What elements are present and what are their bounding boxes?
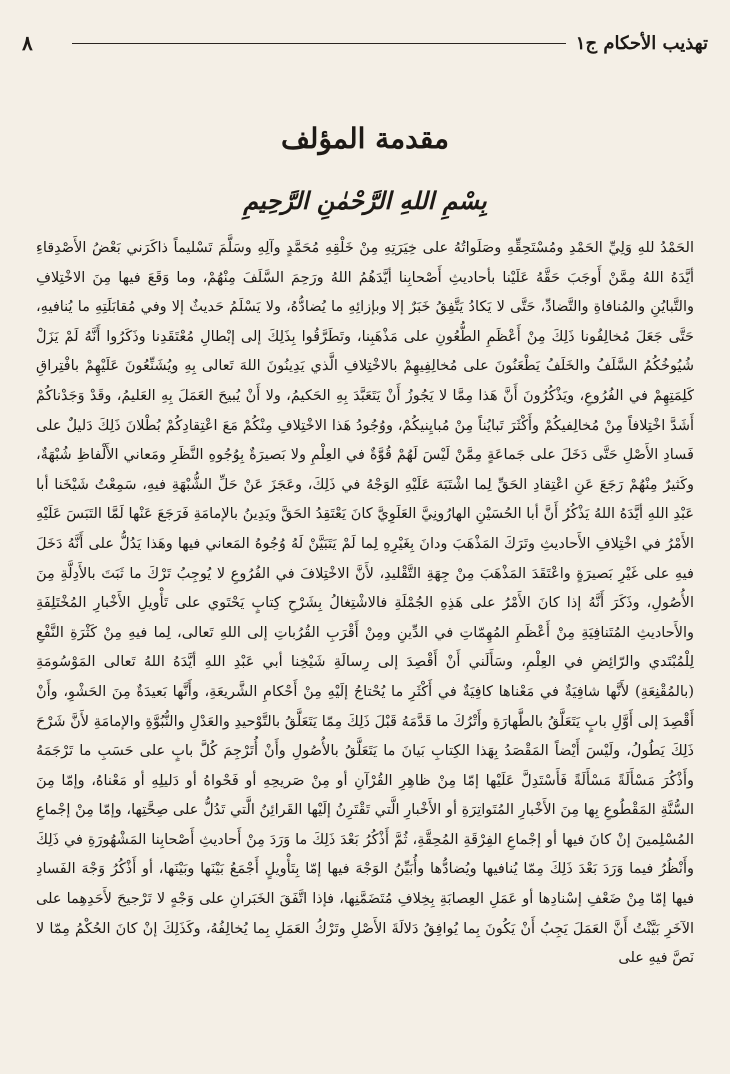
- page-header: [22, 28, 708, 58]
- body-text: [36, 234, 694, 1060]
- basmala: بِسْمِ اللهِ الرَّحْمٰنِ الرَّحِيمِ: [243, 186, 487, 215]
- header-rule: [72, 43, 566, 44]
- body-paragraph: الحَمْدُ للهِ وَلِيِّ الحَمْدِ ومُسْتَحِقِّهِ وصَلَواتُهُ على خِيَرَتِهِ مِنْ خَلْقِهِ مُحَمَّدٍ وآلِهِ وسَلَّمَ تَسْليماً ذاكَرَني بَعْضُ الأَصْدِقاءِ أيَّدَهُ اللهُ مِمَّنْ أَوجَبَ حَقَّهُ عَلَيْنا بأحاديثِ أَصْحابِنا أيَّدَهُمُ اللهُ ورَحِمَ السَّلَفَ مِنْهُمْ، وما وَقَعَ فيها مِنَ الاخْتِلافِ والتَّبايُنِ والمُنافاةِ والتَّضادِّ، حَتَّى لا يَكادُ يَتَّفِقُ خَبَرٌ إلا وبإزائِهِ ما يُضادُّهُ، ولا يَسْلَمُ حَديثٌ إلا وفي مُقابَلَتِهِ ما يُنافيهِ، حَتَّى جَعَلَ مُخالِفُونا ذَلِكَ مِنْ أَعْظَمِ الطُّعُونِ على مَذْهَبِنا، وتَطَرَّقُوا بِذَلِكَ إلى إبْطالِ مُعْتَقَدِنا وذَكَرُوا أَنَّهُ لَمْ يَزَلْ شُيُوخُكُمُ السَّلَفُ والخَلَفُ يَطْعَنُونَ على مُخالِفِيهِمْ بالاخْتِلافِ الَّذي يَدِينُونَ اللهَ تَعالى بِهِ ويُشَنِّعُونَ عَلَيْهِمْ بافْتِراقِ كَلِمَتِهِمْ في الفُرُوعِ، ويَذْكُرُونَ أَنَّ هَذا مِمَّا لا يَجُوزُ أَنْ يَتَعَبَّدَ بِهِ الحَكيمُ، ولا أَنْ يُبيحَ العَمَلَ بِهِ العَليمُ، وقَدْ وَجَدْناكُمْ أَشَدَّ اخْتِلافاً مِنْ مُخالِفيكُمْ وأَكْثَرَ تَبايُناً مِنْ مُبايِنيكُمْ، ووُجُودُ هَذا الاخْتِلافِ مِنْكُمْ مَعَ اعْتِقادِكُمْ بُطْلانَ ذَلِكَ دَليلٌ على فَسادِ الأَصْلِ حَتَّى دَخَلَ على جَماعَةٍ مِمَّنْ لَيْسَ لَهُمْ قُوَّةٌ في العِلْمِ ولا بَصيرَةٌ بِوُجُوهِ النَّظَرِ ومَعاني الأَلْفاظِ شُبْهَةٌ، وكَثيرٌ مِنْهُمْ رَجَعَ عَنِ اعْتِقادِ الحَقِّ لِما اشْتَبَهَ عَلَيْهِ الوَجْهُ في ذَلِكَ، وعَجَزَ عَنْ حَلِّ الشُّبْهَةِ فيهِ، سَمِعْتُ شَيْخَنا أبا عَبْدِ اللهِ أيَّدَهُ اللهُ يَذْكُرُ أَنَّ أبا الحُسَيْنِ الهارُونِيَّ العَلَوِيَّ كانَ يَعْتَقِدُ الحَقَّ ويَدِينُ بالإمامَةِ فَرَجَعَ عَنْها لَمَّا التَبَسَ عَلَيْهِ الأَمْرُ في اخْتِلافِ الأَحاديثِ وتَرَكَ المَذْهَبَ ودانَ بِغَيْرِهِ لِما لَمْ يَتَبَيَّنْ لَهُ وُجُوهُ المَعاني فيها وهَذا يَدُلُّ على أَنَّهُ دَخَلَ فيهِ على غَيْرِ بَصيرَةٍ واعْتَقَدَ المَذْهَبَ مِنْ جِهَةِ التَّقْليدِ، لأَنَّ الاخْتِلافَ في الفُرُوعِ لا يُوجِبُ تَرْكَ ما ثَبَتَ بالأَدِلَّةِ مِنَ الأُصُولِ، وذَكَرَ أَنَّهُ إذا كانَ الأَمْرُ على هَذِهِ الجُمْلَةِ فالاشْتِغالُ بِشَرْحِ كِتابٍ يَحْتَوي على تَأْويلِ الأَخْبارِ المُخْتَلِفَةِ والأَحاديثِ المُتَنافِيَةِ مِنْ أَعْظَمِ المُهِمّاتِ في الدِّينِ ومِنْ أَقْرَبِ القُرُباتِ إلى اللهِ تَعالى، لِما فيهِ مِنْ كَثْرَةِ النَّفْعِ لِلْمُبْتَدي والرّائِضِ في العِلْمِ، وسَأَلَني أَنْ أَقْصِدَ إلى رِسالَةِ شَيْخِنا أبي عَبْدِ اللهِ أيَّدَهُ اللهُ تَعالى المَوْسُومَةِ (بالمُقْنِعَةِ) لأَنَّها شافِيَةٌ في مَعْناها كافِيَةٌ في أَكْثَرِ ما يُحْتاجُ إلَيْهِ مِنْ أَحْكامِ الشَّريعَةِ، وأَنَّها بَعيدَةٌ مِنَ الحَشْوِ، وأَنْ أَقْصِدَ إلى أَوَّلِ بابٍ يَتَعَلَّقُ بالطَّهارَةِ وأَتْرُكَ ما قَدَّمَهُ قَبْلَ ذَلِكَ مِمّا يَتَعَلَّقُ بالتَّوْحيدِ والعَدْلِ والنُّبُوَّةِ والإمامَةِ لأَنَّ شَرْحَ ذَلِكَ يَطُولُ، ولَيْسَ أَيْضاً المَقْصَدُ بِهَذا الكِتابِ بَيانَ ما يَتَعَلَّقُ بالأُصُولِ وأَنْ أُتَرْجِمَ كُلَّ بابٍ على حَسَبِ ما تَرْجَمَهُ وأَذْكُرَ مَسْأَلَةً مَسْأَلَةً فَأَسْتَدِلَّ عَلَيْها إمّا مِنْ ظاهِرِ القُرْآنِ أو مِنْ صَريحِهِ أو فَحْواهُ أو دَليلِهِ أو مَعْناهُ، وإمّا مِنَ السُّنَّةِ المَقْطُوعِ بِها مِنَ الأَخْبارِ المُتَواتِرَةِ أو الأَخْبارِ الَّتي تَقْتَرِنُ إلَيْها القَرائِنُ الَّتي تَدُلُّ على صِحَّتِها، وإمّا مِنْ إجْماعِ المُسْلِمينَ إنْ كانَ فيها أو إجْماعِ الفِرْقَةِ المُحِقَّةِ، ثُمَّ أَذْكُرُ بَعْدَ ذَلِكَ ما وَرَدَ مِنْ أَحاديثِ أَصْحابِنا المَشْهُورَةِ في ذَلِكَ وأَنْظُرُ فيما وَرَدَ بَعْدَ ذَلِكَ مِمّا يُنافيها ويُضادُّها وأُبَيِّنُ الوَجْهَ فيها إمّا بِتَأْويلٍ أَجْمَعُ بَيْنَها وبَيْنَها، أو أَذْكُرُ وَجْهَ الفَسادِ فيها إمّا مِنْ ضَعْفِ إسْنادِها أو عَمَلِ العِصابَةِ بِخِلافِ مُتَضَمَّنِها، فإذا اتَّفَقَ الخَبَرانِ على وَجْهٍ لا تَرْجيحَ لأَحَدِهِما على الآخَرِ بَيَّنْتُ أَنَّ العَمَلَ يَجِبُ أَنْ يَكُونَ بِما يُوافِقُ دَلالَةَ الأَصْلِ وتَرْكُ العَمَلِ بِما يُخالِفُهُ، وكَذَلِكَ إنْ كانَ الحُكْمُ مِمّا لا نَصَّ فيهِ على: [36, 240, 694, 967]
- running-title: تهذيب الأحكام ج١: [575, 32, 708, 54]
- section-heading: مقدمة المؤلف: [280, 122, 450, 155]
- page-number: ٨: [22, 31, 33, 55]
